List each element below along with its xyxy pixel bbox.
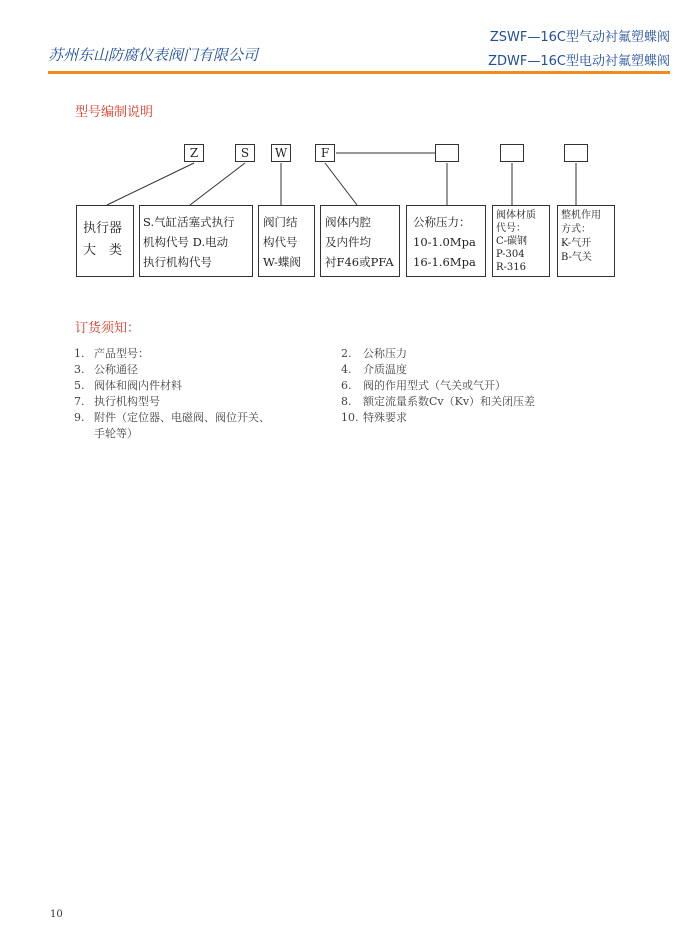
order-item-number: 7. <box>74 395 85 408</box>
code-box-action <box>564 144 588 162</box>
order-item <box>341 346 535 362</box>
order-item <box>74 394 270 410</box>
order-item-text: 阀体和阀内件材料 <box>94 379 182 392</box>
desc-box-pressure <box>406 205 486 277</box>
desc-line: S.气缸活塞式执行 <box>143 215 235 229</box>
desc-line: K-气开 <box>561 238 592 249</box>
order-item-number: 9. <box>74 411 85 424</box>
order-item-number: 1. <box>74 347 85 360</box>
desc-line: 大 类 <box>83 243 123 258</box>
model-section-heading: 型号编制说明 <box>75 105 154 120</box>
order-item-number: 6. <box>341 379 352 392</box>
desc-line: 执行器 <box>83 221 123 236</box>
desc-line: 机构代号 D.电动 <box>143 235 229 249</box>
order-item-text: 介质温度 <box>363 363 407 376</box>
order-item <box>341 410 535 426</box>
order-item-number: 8. <box>341 395 352 408</box>
order-item <box>74 426 270 442</box>
desc-line: 整机作用 <box>561 210 601 221</box>
order-item-text: 产品型号： <box>94 347 149 360</box>
order-item-number: 3. <box>74 363 85 376</box>
desc-line: 阀体内腔 <box>325 215 371 229</box>
order-item <box>74 362 270 378</box>
page-number: 10 <box>50 909 63 920</box>
order-item-number: 5. <box>74 379 85 392</box>
desc-line: R-316 <box>496 262 526 273</box>
code-box-z: Z <box>184 144 204 162</box>
desc-line: W-蝶阀 <box>263 255 301 269</box>
order-item-text: 附件（定位器、电磁阀、阀位开关、 <box>94 411 270 424</box>
desc-line: 代号： <box>496 223 526 234</box>
company-name: 苏州东山防腐仪表阀门有限公司 <box>48 46 259 64</box>
order-item-text: 执行机构型号 <box>94 395 160 408</box>
code-box-pressure <box>435 144 459 162</box>
product-title-pneumatic: ZSWF—16C型气动衬氟塑蝶阀 <box>489 30 670 45</box>
desc-box-actuator-code <box>139 205 253 277</box>
connector-z <box>107 163 194 205</box>
order-item-text: 阀的作用型式（气关或气开） <box>363 379 506 392</box>
connector-s <box>190 163 245 205</box>
order-list-left <box>74 346 270 442</box>
order-item-number: 10. <box>341 411 359 424</box>
order-item <box>341 362 535 378</box>
order-item <box>74 410 270 426</box>
order-item <box>341 378 535 394</box>
desc-line: P-304 <box>496 249 525 260</box>
order-item-text: 手轮等） <box>94 427 138 440</box>
desc-line: 执行机构代号 <box>143 255 212 269</box>
order-item-text: 特殊要求 <box>363 411 407 424</box>
desc-line: 及内件均 <box>325 235 371 249</box>
desc-box-valve-structure <box>258 205 315 277</box>
order-list-right <box>341 346 535 426</box>
order-section-heading: 订货须知： <box>75 321 141 336</box>
order-item-number: 4. <box>341 363 352 376</box>
desc-line: 阀体材质 <box>496 210 536 221</box>
connector-f <box>325 163 357 205</box>
desc-line: 阀门结 <box>263 215 298 229</box>
desc-line: B-气关 <box>561 252 592 263</box>
desc-line: 16-1.6Mpa <box>413 255 476 269</box>
product-title-electric: ZDWF—16C型电动衬氟塑蝶阀 <box>488 54 670 69</box>
order-item <box>74 378 270 394</box>
code-box-material <box>500 144 524 162</box>
code-box-f: F <box>315 144 335 162</box>
order-item <box>74 346 270 362</box>
desc-box-actuator-class <box>76 205 134 277</box>
desc-box-body-material <box>492 205 550 277</box>
order-item <box>341 394 535 410</box>
order-item-text: 公称压力 <box>363 347 407 360</box>
desc-line: 公称压力： <box>413 215 471 229</box>
desc-box-lining <box>320 205 400 277</box>
order-item-number: 2. <box>341 347 352 360</box>
desc-box-action-mode <box>557 205 615 277</box>
order-item-text: 额定流量系数Cv（Kv）和关闭压差 <box>363 395 536 408</box>
desc-line: 方式： <box>561 224 591 235</box>
desc-line: 10-1.0Mpa <box>413 235 476 249</box>
desc-line: C-碳钢 <box>496 236 528 247</box>
desc-line: 构代号 <box>263 235 298 249</box>
order-item-text: 公称通径 <box>94 363 138 376</box>
code-box-w: W <box>271 144 291 162</box>
desc-line: 衬F46或PFA <box>325 255 394 269</box>
code-box-s: S <box>235 144 255 162</box>
